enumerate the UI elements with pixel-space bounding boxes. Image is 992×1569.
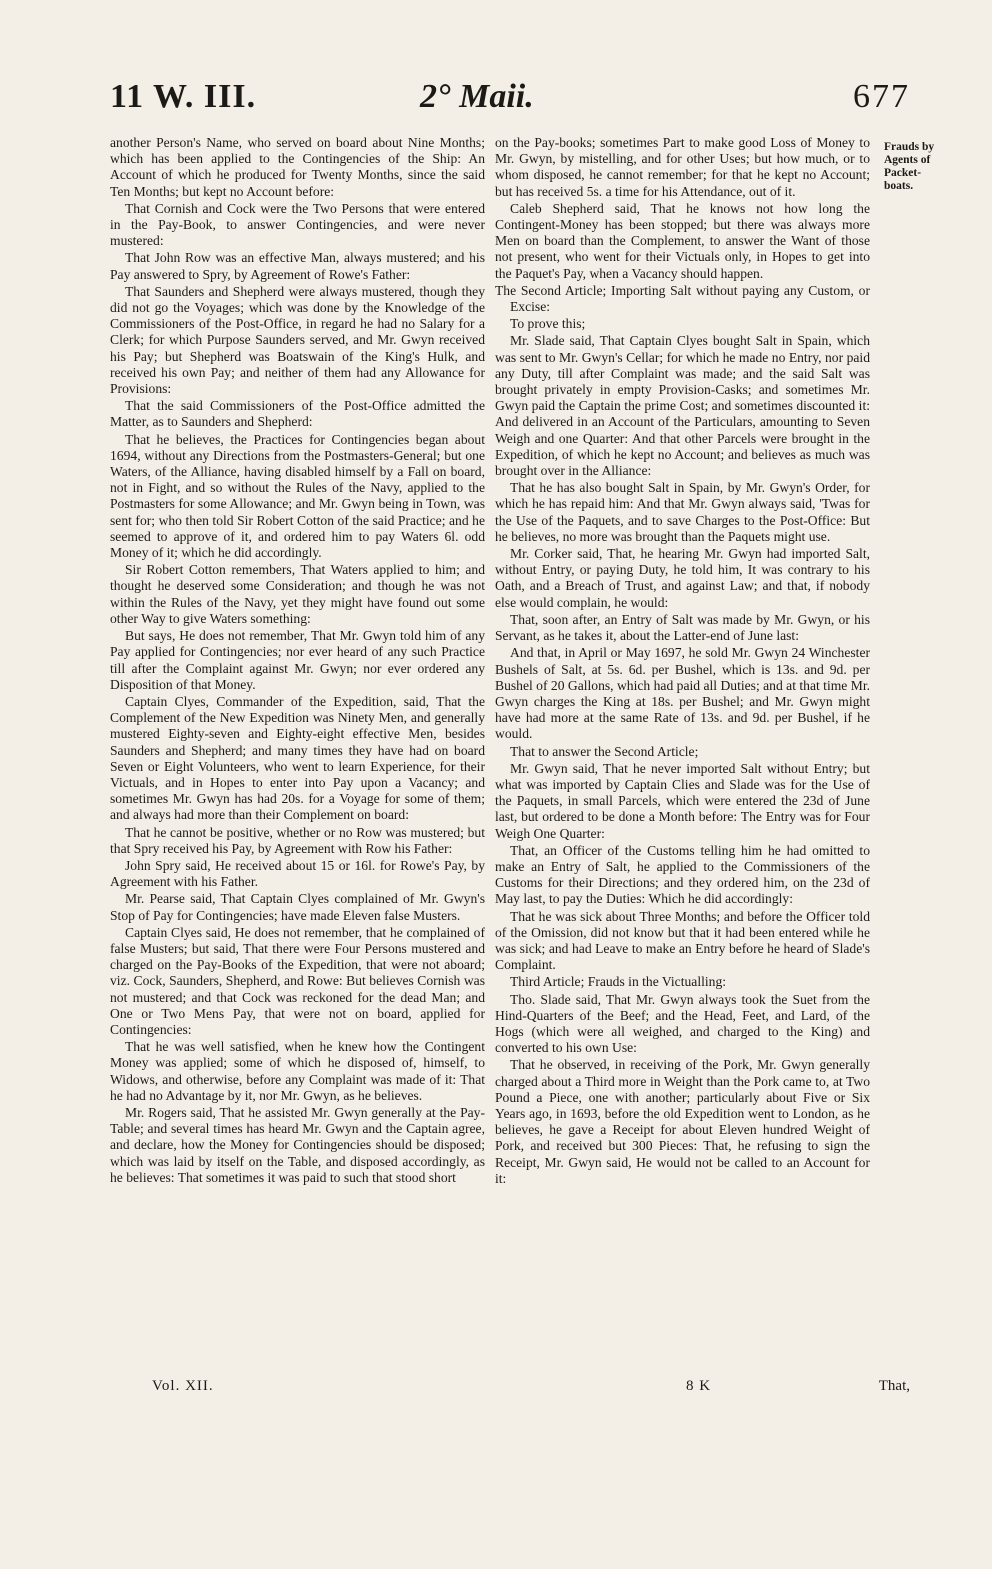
left-text-column [110,135,485,1360]
paragraph: That Saunders and Shepherd were always mustered, though they did not go the Voyages; which was done by the Knowledge of the Commissioners of the Post-Office, in regard he had no Salary for a Clerk; for which Purpose Saunders served, and Mr. Gwyn received his Pay; but Shepherd was Boatswain of the King's Hulk, and received his own Pay; and neither of them had any Allowance for Provisions: [110,283,485,397]
paragraph: That Cornish and Cock were the Two Persons that were entered in the Pay-Book, to answer Contingencies, and were never mustered: [110,200,485,249]
paragraph: Caleb Shepherd said, That he knows not how long the Contingent-Money has been stopped; but there was always more Men on board than the Complement, to answer the Want of those not present, who went for their Victuals only, in Hopes to get into the Paquet's Pay, when a Vacancy should happen. [495,200,870,281]
paragraph: Mr. Slade said, That Captain Clyes bought Salt in Spain, which was sent to Mr. Gwyn's Cellar; for which he made no Entry, nor paid any Duty, till after Complaint was made; and the said Salt was brought privately in empty Provision-Casks; and sometimes Mr. Gwyn paid the Captain the prime Cost; and sometimes discounted it: And delivered in an Account of the Particulars, amounting to Seven Weigh and one Quarter: And that other Parcels were brought in the Expedition, of which he kept no Account; and believes as much was brought over in the Alliance: [495,333,870,479]
paragraph: That John Row was an effective Man, always mustered; and his Pay answered to Spry, by Agreement of Rowe's Father: [110,250,485,282]
signature-mark: 8 K [686,1378,712,1394]
paragraph: That he observed, in receiving of the Pork, Mr. Gwyn generally charged about a Third more in Weight than the Pork came to, at Two Pound a Piece, one with another; particularly about Five or Six Years ago, in 1693, before the old Expedition went to London, as he believes, he gave a Receipt for about Eleven hundred Weight of Pork, and received but 300 Pieces: That, he refusing to sign the Receipt, Mr. Gwyn said, He would not be called to an Account for it: [495,1057,870,1186]
paragraph: That he believes, the Practices for Contingencies began about 1694, without any Directions from the Postmasters-General; but one Waters, of the Alliance, having disabled himself by a Fall on board, not in Fight, and so without the Rules of the Navy, applied to the Postmasters for some Allowance; and Mr. Gwyn being in Town, was sent for; who then told Sir Robert Cotton of the said Practice; and he seemed to approve of it, and ordered him to pay Waters 6l. odd Money of it; which he did accordingly. [110,431,485,561]
paragraph: Mr. Pearse said, That Captain Clyes complained of Mr. Gwyn's Stop of Pay for Contingencies; have made Eleven false Musters. [110,891,485,923]
paragraph: Tho. Slade said, That Mr. Gwyn always took the Suet from the Hind-Quarters of the Beef; and the Head, Feet, and Lard, of the Hogs (which were all weighed, and charged to the King) and converted to his own Use: [495,991,870,1056]
paragraph: That, an Officer of the Customs telling him he had omitted to make an Entry of Salt, he applied to the Commissioners of the Customs for their Directions; and they ordered him, on the 23d of May last, to pay the Duties: Which he did accordingly: [495,842,870,907]
paragraph: Captain Clyes said, He does not remember, that he complained of false Musters; but said, That there were Four Persons mustered and charged on the Pay-Books of the Expedition, that were not aboard; viz. Cock, Saunders, Shepherd, and Rowe: But believes Cornish was not mustered; and that Cock was reckoned for the dead Man; and One or Two Mens Pay, that were not on board, applied for Contingencies: [110,924,485,1037]
page-header [110,78,910,128]
marginal-note-line: Agents of [884,154,931,166]
paragraph: another Person's Name, who served on board about Nine Months; which has been applied to the Contingencies of the Ship: An Account of which he produced for Twenty Months, since the said Ten Months; but kept no Account before: [110,135,485,199]
paragraph: That to answer the Second Article; [510,743,699,759]
paragraph: That he cannot be positive, whether or no Row was mustered; but that Spry received his Pay, by Agreement with Row his Father: [110,824,485,856]
paragraph: on the Pay-books; sometimes Part to make good Loss of Money to Mr. Gwyn, by mistelling, and for other Uses; but how much, or to whom disposed, he cannot remember; for that he kept no Account; but has received 5s. a time for his Attendance, out of it. [495,135,870,199]
paragraph: Mr. Rogers said, That he assisted Mr. Gwyn generally at the Pay-Table; and several times has heard Mr. Gwyn and the Captain agree, and declare, how the Money for Contingencies should be disposed; which was laid by itself on the Table, and disposed accordingly, as he believes: That sometimes it was paid to such that stood short [110,1104,485,1185]
paragraph: Captain Clyes, Commander of the Expedition, said, That the Complement of the New Expedition was Ninety Men, and generally mustered Eighty-seven and Eighty-eight effective Men, besides Saunders and Shepherd; and many times they have had on board Seven or Eight Volunteers, who went to learn Experience, for their Victuals, and in Hopes to enter into Pay upon a Vacancy; and sometimes Mr. Gwyn has had 20s. for a Voyage for some of them; and always had more than their Complement on board: [110,693,485,823]
catchword: That, [878,1378,910,1394]
marginal-note-line: Packet- [884,167,922,179]
paragraph: But says, He does not remember, That Mr. Gwyn told him of any Pay applied for Contingencies; nor ever heard of any such Practice till after the Complaint against Mr. Gwyn; nor ever ordered any Disposition of that Money. [110,628,485,692]
volume-label: Vol. XII. [152,1378,214,1394]
regnal-year-heading: 11 W. III. [110,78,257,115]
paragraph: And that, in April or May 1697, he sold Mr. Gwyn 24 Winchester Bushels of Salt, at 5s. 6d. per Bushel, which is 13s. and 9d. per Bushel of 20 Gallons, which had paid all Duties; and at that time Mr. Gwyn charges the King at 18s. per Bushel; and Mr. Gwyn might have had more at the same Rate of 13s. and 9d. per Bushel, if he would. [495,645,870,742]
date-heading: 2° Maii. [420,78,534,115]
paragraph: That, soon after, an Entry of Salt was made by Mr. Gwyn, or his Servant, as he takes it, about the Latter-end of June last: [495,611,870,644]
paragraph: The Second Article; Importing Salt without paying any Custom, or Excise: [495,282,870,315]
marginal-note-line: Frauds by [884,141,935,153]
paragraph: Mr. Gwyn said, That he never imported Salt without Entry; but what was imported by Captain Clies and Slade was for the Use of the Paquets, in small Parcels, which were entered the 23d of June last, but ordered to be done a Month before: The Entry was for Four Weigh One Quarter: [495,760,870,841]
page-number: 677 [853,78,910,115]
paragraph: Third Article; Frauds in the Victualling: [510,974,727,990]
paragraph: Mr. Corker said, That, he hearing Mr. Gwyn had imported Salt, without Entry, or paying Duty, he told him, It was contrary to his Oath, and a Breach of Trust, and against Law; and that, if nobody else would complain, he would: [495,546,870,610]
right-text-column [495,135,870,1360]
paragraph: John Spry said, He received about 15 or 16l. for Rowe's Pay, by Agreement with his Father. [110,857,485,890]
marginal-note [884,141,946,193]
paragraph: That the said Commissioners of the Post-Office admitted the Matter, as to Saunders and Shepherd: [110,398,485,430]
marginal-note-line: boats. [884,180,914,192]
page-footer [110,1378,910,1402]
paragraph: That he was well satisfied, when he knew how the Contingent Money was applied; some of which he disposed of, himself, to Widows, and otherwise, before any Complaint was made of it: That he had no Advantage by it, nor Mr. Gwyn, as he believes. [110,1039,485,1103]
paragraph: That he was sick about Three Months; and before the Officer told of the Omission, did not know but that it had been entered while he was sick; and had Leave to make an Entry before he heard of Slade's Complaint. [495,908,870,973]
paragraph: To prove this; [510,316,586,332]
paragraph: That he has also bought Salt in Spain, by Mr. Gwyn's Order, for which he has repaid him: And that Mr. Gwyn always said, 'Twas for the Use of the Paquets, and to save Charges to the Post-Office: But he believes, no more was brought than the Paquets might use. [495,480,870,544]
paragraph: Sir Robert Cotton remembers, That Waters applied to him; and thought he deserved some Consideration; and though he was not within the Rules of the Navy, yet they might have found out some other Way to give Waters something: [110,562,485,626]
